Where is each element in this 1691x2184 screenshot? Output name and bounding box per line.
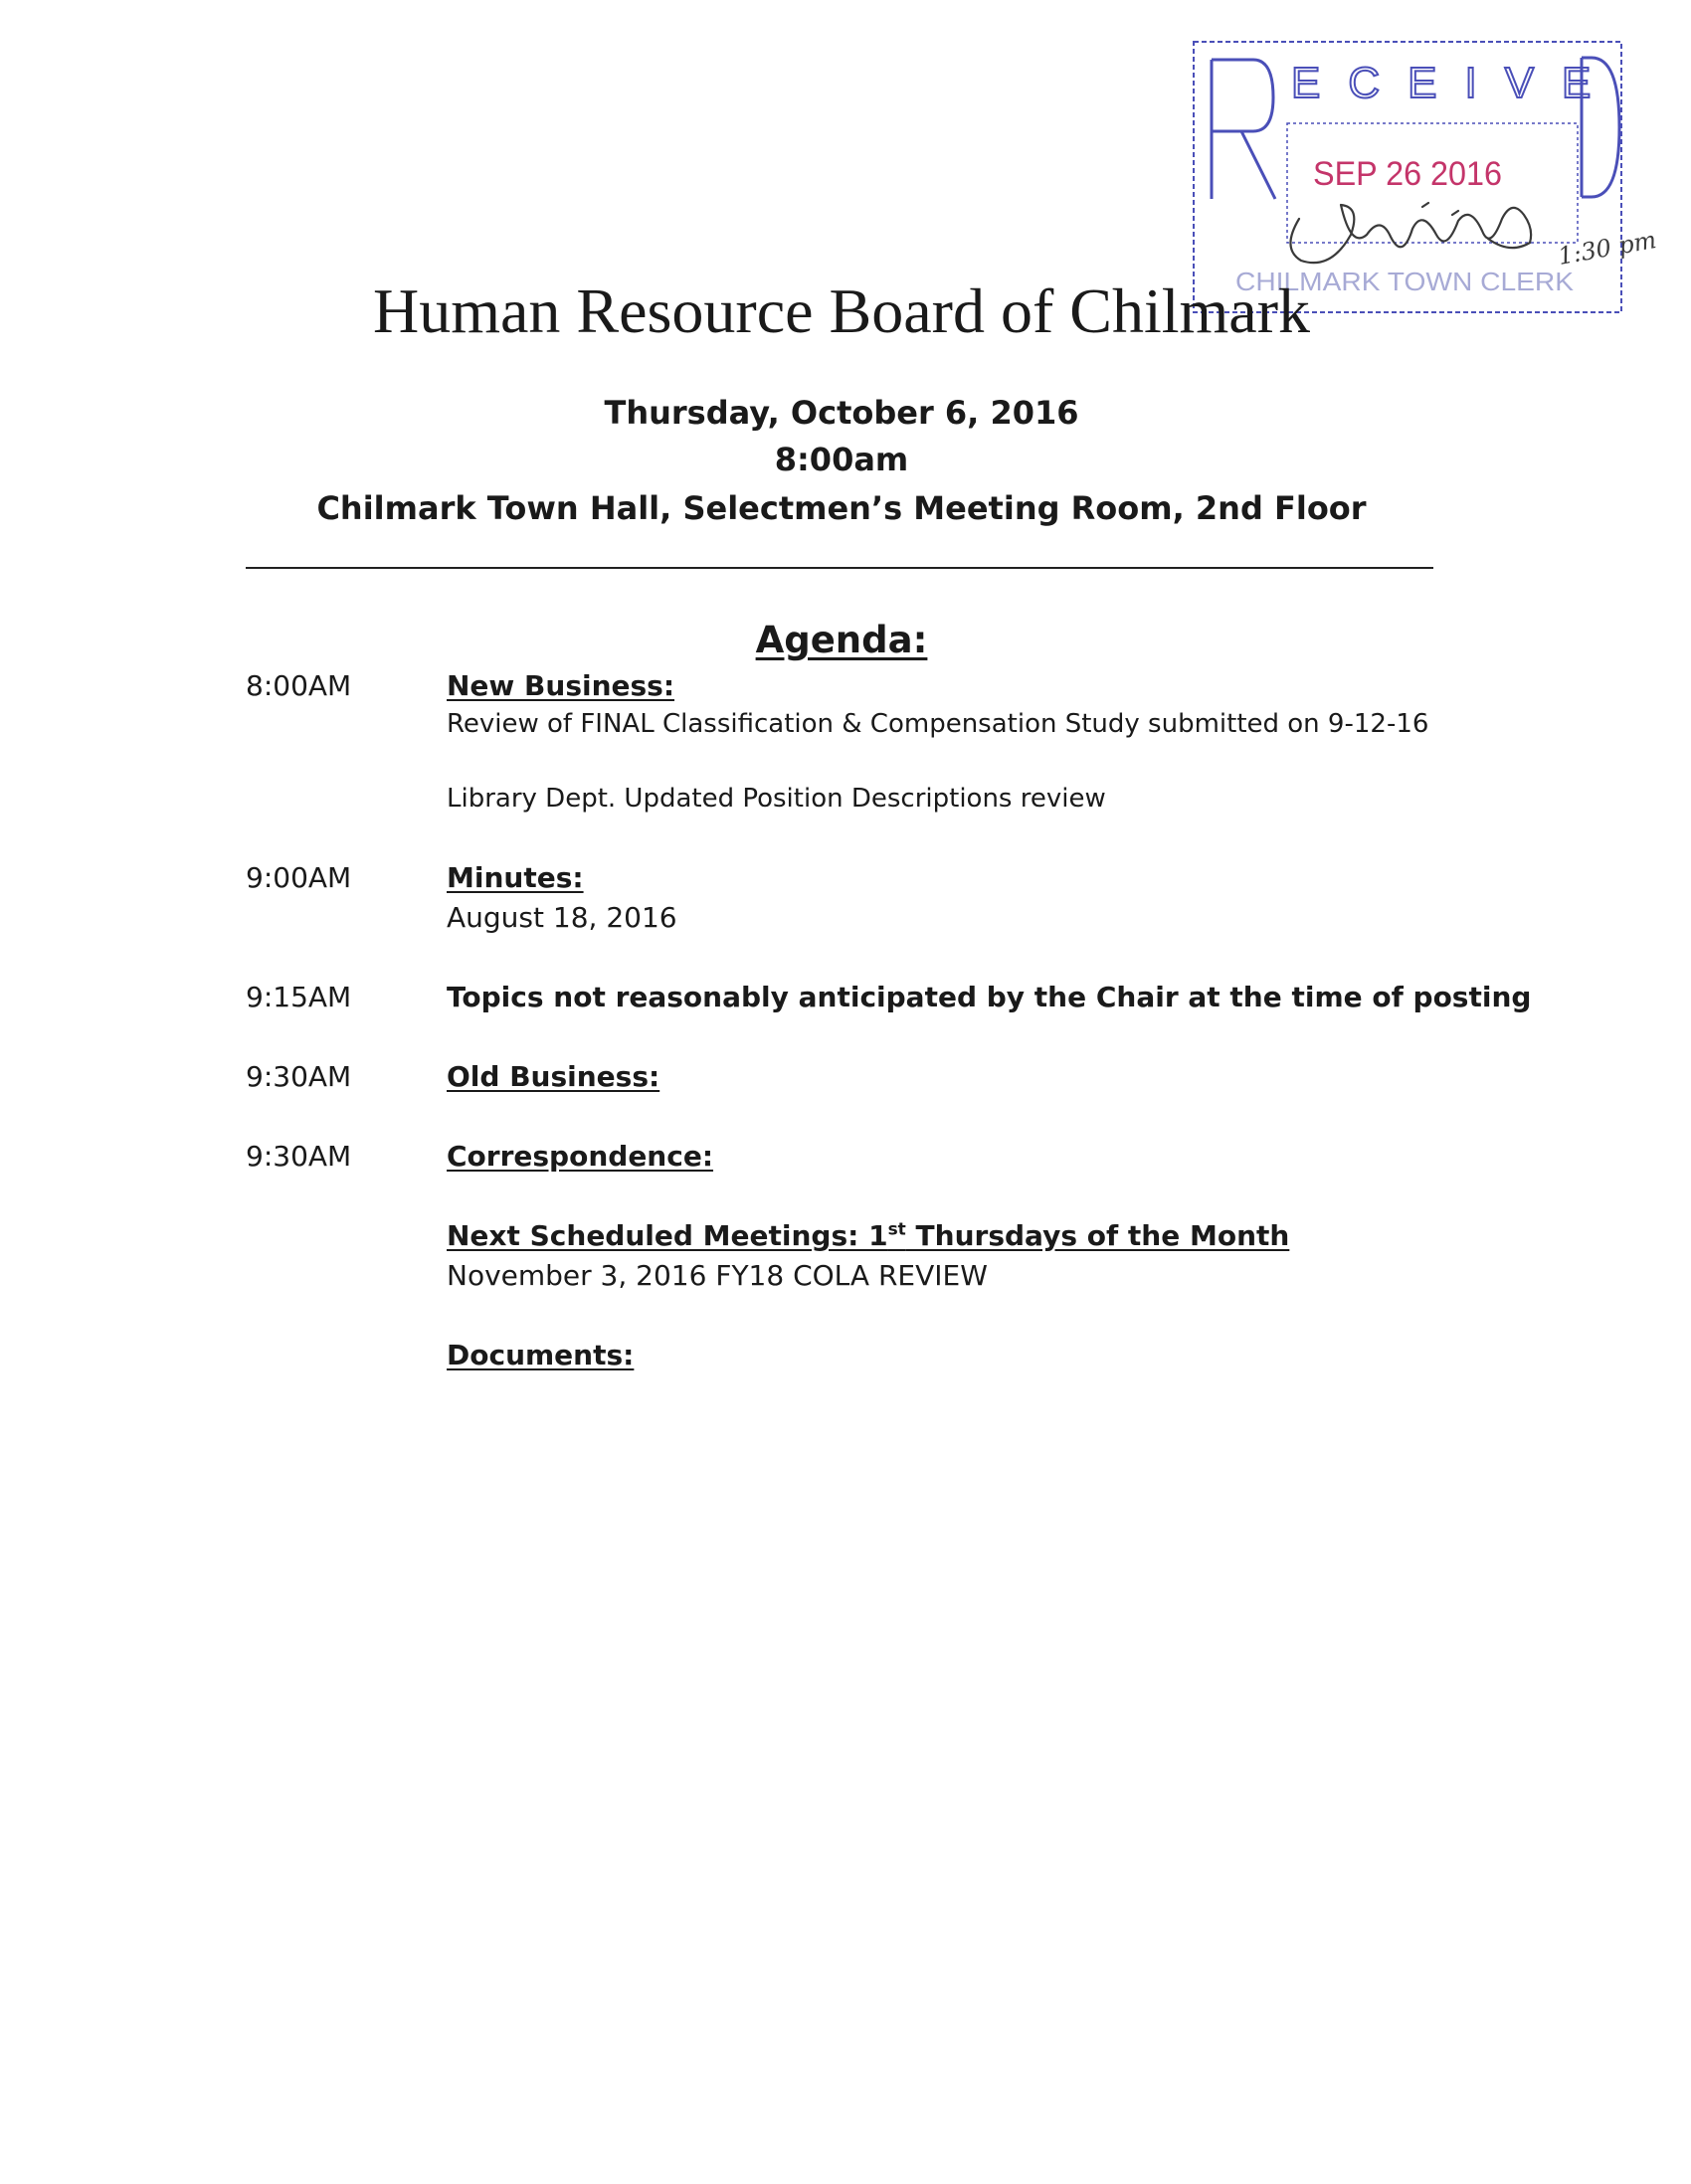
page-title: Human Resource Board of Chilmark [373, 275, 1310, 346]
documents-heading: Documents: [447, 1339, 635, 1371]
agenda-item-line: Library Dept. Updated Position Descriptions review [447, 784, 1106, 814]
agenda-item-heading: New Business: [447, 669, 675, 702]
agenda-item-time: 8:00AM [246, 669, 352, 702]
agenda-item-time: 9:30AM [246, 1140, 352, 1173]
agenda-heading: Agenda: [755, 619, 928, 661]
agenda-item-heading: Correspondence: [447, 1140, 714, 1173]
next-meetings-line: November 3, 2016 FY18 COLA REVIEW [447, 1259, 988, 1292]
next-meetings-heading [447, 1219, 1289, 1252]
agenda-item-time: 9:30AM [246, 1060, 352, 1093]
signature [1290, 203, 1531, 263]
meeting-time: 8:00am [774, 441, 909, 478]
stamp-date: SEP 26 2016 [1313, 155, 1502, 193]
svg-text:ECEIVE: ECEIVE [1291, 59, 1619, 107]
divider [246, 567, 1433, 569]
agenda-item-heading: Minutes: [447, 861, 584, 894]
agenda-item-heading: Topics not reasonably anticipated by the Chair at the time of posting [447, 981, 1532, 1013]
next-meetings-sup: st [887, 1219, 906, 1240]
meeting-date: Thursday, October 6, 2016 [604, 394, 1079, 432]
agenda-item-line: August 18, 2016 [447, 901, 677, 934]
agenda-item-time: 9:15AM [246, 981, 352, 1013]
next-meetings-prefix: Next Scheduled Meetings: 1 [447, 1219, 888, 1252]
meeting-location: Chilmark Town Hall, Selectmen’s Meeting Room, 2nd Floor [316, 489, 1367, 527]
stamp-office: CHILMARK TOWN CLERK [1235, 267, 1575, 296]
next-meetings-suffix: Thursdays of the Month [905, 1219, 1290, 1252]
handwritten-time: 1:30 pm [1556, 226, 1659, 271]
agenda-item-heading: Old Business: [447, 1060, 660, 1093]
agenda-item-time: 9:00AM [246, 861, 352, 894]
agenda-item-line: Review of FINAL Classification & Compensation Study submitted on 9-12-16 [447, 709, 1429, 739]
